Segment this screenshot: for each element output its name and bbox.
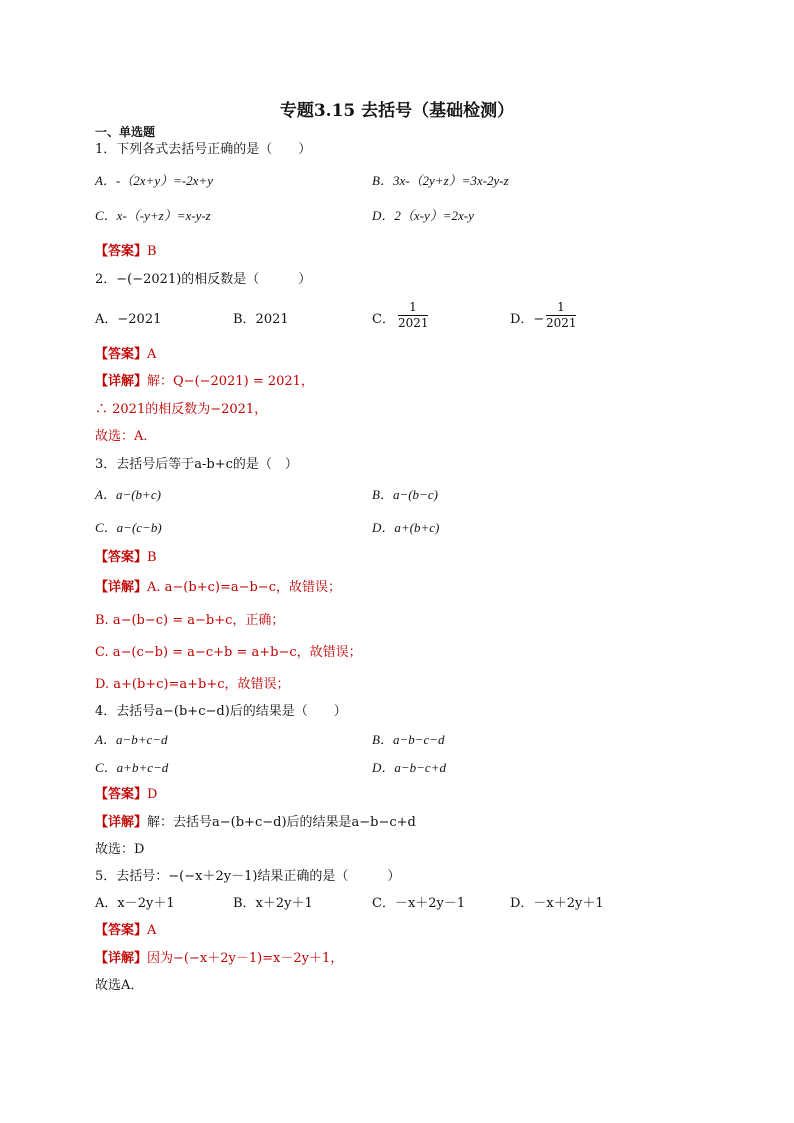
- q2-detail-line1: [95, 374, 314, 390]
- q1-answer: [95, 244, 157, 260]
- q5-option-b: B．x＋2y＋1: [233, 896, 313, 911]
- q2-option-a: A．−2021: [95, 312, 162, 327]
- detail-label: 【详解】: [95, 374, 148, 389]
- q5-stem: 5．去括号：−(−x＋2y－1)结果正确的是（ ）: [95, 869, 401, 884]
- q1-option-b: B．3x-（2y+z）=3x-2y-z: [372, 173, 509, 188]
- q3-detail-line1: [95, 580, 341, 596]
- answer-value: D: [147, 787, 158, 802]
- answer-value: A: [147, 347, 157, 362]
- q3-answer: [95, 550, 157, 566]
- q4-option-b: B．a−b−c−d: [372, 732, 445, 747]
- q3-stem: 3．去括号后等于a-b+c的是（ ）: [95, 457, 298, 472]
- q4-detail-line1: [95, 815, 416, 831]
- answer-label: 【答案】: [95, 787, 148, 802]
- q4-stem: 4．去括号a−(b+c−d)后的结果是（ ）: [95, 704, 347, 719]
- q2-option-c-label: C．: [372, 312, 395, 327]
- q2-answer: [95, 347, 156, 363]
- q4-option-c: C．a+b+c−d: [95, 760, 169, 775]
- q3-detail-line3: C. a−(c−b) = a−c+b = a+b−c，故错误；: [95, 645, 362, 660]
- answer-value: A: [147, 923, 157, 938]
- q5-detail-line2: 故选A．: [95, 978, 144, 993]
- q5-option-c: C．－x＋2y－1: [372, 896, 466, 911]
- detail-text: A. a−(b+c)=a−b−c，故错误；: [147, 580, 341, 595]
- answer-label: 【答案】: [95, 347, 148, 362]
- q5-answer: [95, 923, 156, 939]
- q3-detail-line2: B. a−(b−c) = a−b+c，正确；: [95, 613, 285, 628]
- q1-option-c: C．x-（-y+z）=x-y-z: [95, 208, 211, 223]
- q4-option-a: A．a−b+c−d: [95, 732, 168, 747]
- q4-answer: [95, 787, 157, 803]
- q1-option-d: D．2（x-y）=2x-y: [372, 208, 474, 223]
- q3-detail-line4: D. a+(b+c)=a+b+c，故错误；: [95, 677, 290, 692]
- q4-option-d: D．a−b−c+d: [372, 760, 446, 775]
- q5-detail-line1: [95, 951, 343, 967]
- detail-label: 【详解】: [95, 580, 148, 595]
- detail-text: 解：去括号a−(b+c−d)后的结果是a−b−c+d: [147, 815, 416, 830]
- answer-value: B: [147, 550, 157, 565]
- detail-label: 【详解】: [95, 951, 148, 966]
- detail-label: 【详解】: [95, 815, 148, 830]
- q2-option-b: B．2021: [233, 312, 289, 327]
- answer-value: B: [147, 244, 157, 259]
- fraction-denominator: 2021: [546, 316, 577, 330]
- q1-stem: 1．下列各式去括号正确的是（ ）: [95, 142, 312, 157]
- q2-detail-line3: 故选：A．: [95, 429, 157, 444]
- q2-option-d-fraction: [546, 301, 576, 330]
- section-heading: 一、单选题: [95, 125, 156, 139]
- fraction-numerator: 1: [398, 301, 428, 316]
- q2-detail-line2: ∴ 2021的相反数为−2021，: [95, 402, 268, 417]
- detail-text: 解：Q−(−2021) = 2021，: [147, 374, 314, 389]
- answer-label: 【答案】: [95, 244, 148, 259]
- q3-option-c: C．a−(c−b): [95, 520, 162, 535]
- page-title: 专题3.15 去括号（基础检测）: [279, 101, 515, 121]
- q2-option-c-fraction: [398, 301, 428, 330]
- q5-option-a: A．x－2y＋1: [95, 896, 175, 911]
- q3-option-b: B．a−(b−c): [372, 487, 438, 502]
- fraction-numerator: 1: [546, 301, 576, 316]
- fraction-denominator: 2021: [398, 316, 429, 330]
- q3-option-d: D．a+(b+c): [372, 520, 440, 535]
- q5-option-d: D．－x＋2y＋1: [510, 896, 604, 911]
- q2-stem: 2．−(−2021)的相反数是（ ）: [95, 272, 312, 287]
- answer-label: 【答案】: [95, 923, 148, 938]
- q4-detail-line2: 故选：D: [95, 842, 145, 857]
- q2-option-d-label: D．−: [510, 312, 545, 327]
- detail-text: 因为−(−x＋2y－1)=x－2y＋1，: [147, 951, 344, 966]
- q1-option-a: A．-（2x+y）=-2x+y: [95, 173, 213, 188]
- answer-label: 【答案】: [95, 550, 148, 565]
- q3-option-a: A．a−(b+c): [95, 487, 161, 502]
